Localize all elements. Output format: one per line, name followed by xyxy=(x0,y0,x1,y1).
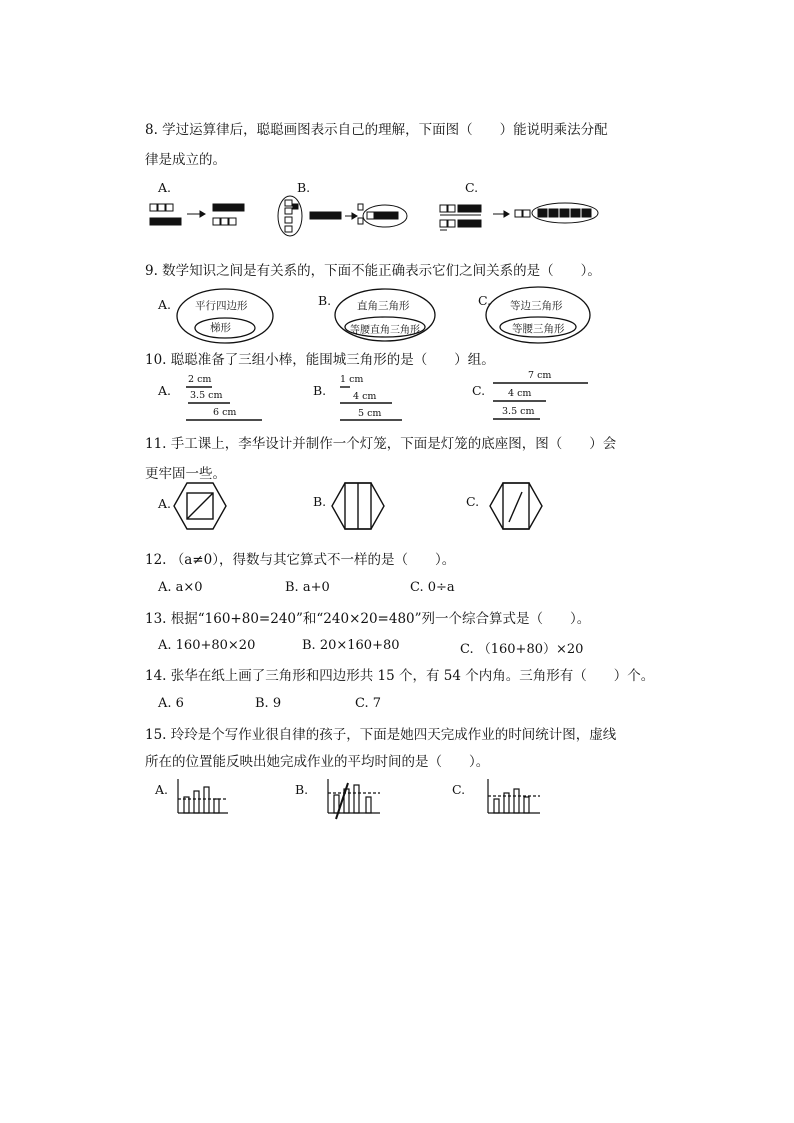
q11-option-b-label: B. xyxy=(313,494,327,509)
q15-bar-charts xyxy=(170,775,550,823)
q10-b-stick-2-label: 4 cm xyxy=(353,391,377,402)
q8-block-diagrams xyxy=(145,196,615,238)
q8-option-b-label: B. xyxy=(297,180,311,195)
q10-a-stick-1-label: 2 cm xyxy=(188,374,212,385)
q15-option-c-label: C. xyxy=(452,782,466,797)
q9-a-outer: 平行四边形 xyxy=(195,300,248,312)
q8-option-a-label: A. xyxy=(158,180,172,195)
q15-option-b-label: B. xyxy=(295,782,309,797)
q15-option-a-label: A. xyxy=(155,782,169,797)
q11-figure-b xyxy=(332,483,384,529)
q10-a-stick-3-label: 6 cm xyxy=(213,407,237,418)
q8-option-c-label: C. xyxy=(465,180,479,195)
q10-text: 10. 聪聪准备了三组小棒，能围城三角形的是（ ）组。 xyxy=(145,352,495,368)
q13-text: 13. 根据“160+80=240”和“240×20=480”列一个综合算式是（ ）。 xyxy=(145,611,591,627)
q10-c-stick-3-label: 3.5 cm xyxy=(502,406,535,417)
q9-c-inner: 等腰三角形 xyxy=(512,323,565,335)
q11-option-a-label: A. xyxy=(158,496,172,511)
q9-c-outer: 等边三角形 xyxy=(510,300,563,312)
q10-a-stick-2-label: 3.5 cm xyxy=(190,390,223,401)
q9-b-inner: 等腰直角三角形 xyxy=(350,325,420,336)
q10-b-stick-3-label: 5 cm xyxy=(358,408,382,419)
q11-figure-a xyxy=(174,483,226,529)
q15-line2: 所在的位置能反映出她完成作业的平均时间的是（ ）。 xyxy=(145,754,490,770)
q14-option-a: A. 6 xyxy=(158,696,184,711)
q12-text: 12. （a≠0），得数与其它算式不一样的是（ ）。 xyxy=(145,552,456,568)
q15-chart-a xyxy=(178,779,228,813)
q11-line1: 11. 手工课上，李华设计并制作一个灯笼，下面是灯笼的底座图，图（ ）会 xyxy=(145,436,617,452)
q12-option-c: C. 0÷a xyxy=(410,580,455,595)
q9-option-a-label: A. xyxy=(158,297,172,312)
q14-option-b: B. 9 xyxy=(255,696,282,711)
q13-option-a: A. 160+80×20 xyxy=(158,638,256,653)
q13-option-c: C. （160+80）×20 xyxy=(460,642,584,657)
q12-option-a: A. a×0 xyxy=(158,580,203,595)
q8-figure-c xyxy=(440,203,598,230)
q15-chart-c xyxy=(488,779,540,813)
q8-figure-a xyxy=(150,204,244,225)
q11-option-c-label: C. xyxy=(466,494,480,509)
q9-venn-diagrams xyxy=(175,288,615,346)
q15-line1: 15. 玲玲是个写作业很自律的孩子，下面是她四天完成作业的时间统计图，虚线 xyxy=(145,727,617,743)
q13-option-b: B. 20×160+80 xyxy=(302,638,400,653)
q10-option-b-label: B. xyxy=(313,383,327,398)
q12-option-b: B. a+0 xyxy=(285,580,330,595)
q9-option-c-label: C. xyxy=(478,293,492,308)
q14-text: 14. 张华在纸上画了三角形和四边形共 15 个，有 54 个内角。三角形有（ ）个。 xyxy=(145,668,655,684)
q11-line2: 更牢固一些。 xyxy=(145,466,226,482)
q10-b-stick-1-label: 1 cm xyxy=(340,374,364,385)
q15-chart-b xyxy=(328,779,380,819)
q10-option-a-label: A. xyxy=(158,383,172,398)
q10-sticks xyxy=(180,380,600,425)
q9-option-b-label: B. xyxy=(318,293,332,308)
q8-figure-b xyxy=(278,196,407,236)
q10-c-stick-2-label: 4 cm xyxy=(508,388,532,399)
q9-b-outer: 直角三角形 xyxy=(357,300,410,312)
q10-c-stick-1-label: 7 cm xyxy=(528,370,552,381)
q10-option-c-label: C. xyxy=(472,383,486,398)
q11-figure-c xyxy=(490,483,542,529)
q14-option-c: C. 7 xyxy=(355,696,382,711)
q9-a-inner: 梯形 xyxy=(210,322,231,334)
q8-line1: 8. 学过运算律后，聪聪画图表示自己的理解，下面图（ ）能说明乘法分配 xyxy=(145,122,608,138)
q8-line2: 律是成立的。 xyxy=(145,152,226,168)
q11-hexagon-bases xyxy=(170,480,550,532)
q9-text: 9. 数学知识之间是有关系的，下面不能正确表示它们之间关系的是（ ）。 xyxy=(145,263,601,279)
